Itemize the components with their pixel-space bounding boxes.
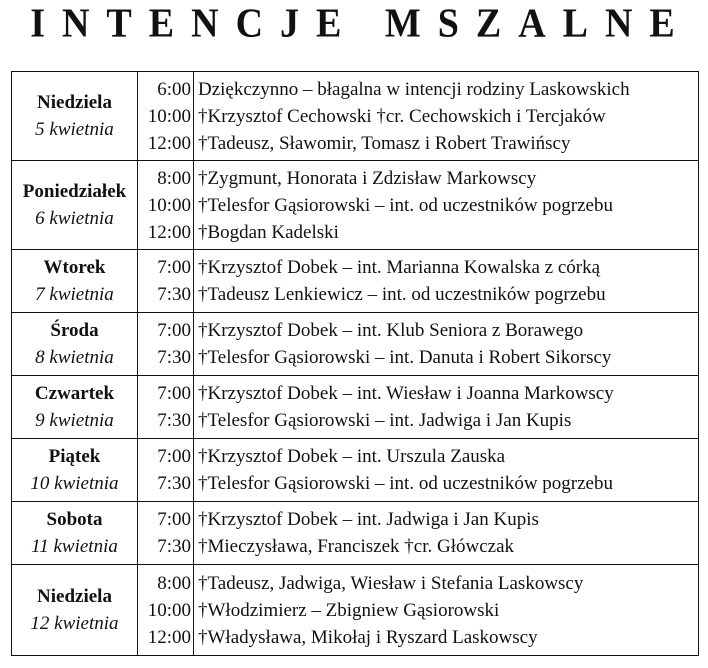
day-date: 7 kwietnia [35, 284, 114, 305]
day-cell [12, 250, 138, 313]
day-cell [12, 565, 138, 656]
day-name: Poniedziałek [22, 181, 127, 202]
day-name: Sobota [46, 509, 103, 530]
mass-intention: †Telesfor Gąsiorowski – int. od uczestników pogrzebu [198, 473, 613, 494]
mass-time: 6:00 [157, 78, 191, 100]
day-cell [12, 313, 138, 376]
day-date: 10 kwietnia [30, 473, 119, 494]
mass-time: 7:30 [157, 473, 191, 494]
mass-intention: †Krzysztof Dobek – int. Klub Seniora z Borawego [198, 320, 584, 341]
mass-intention: Dziękczynno – błagalna w intencji rodziny Laskowskich [198, 78, 630, 100]
mass-time: 10:00 [147, 105, 191, 127]
times-cell [138, 250, 194, 313]
mass-intention: †Tadeusz Lenkiewicz – int. od uczestników pogrzebu [198, 284, 606, 305]
mass-time: 7:00 [157, 320, 191, 341]
intentions-cell [194, 72, 699, 161]
mass-intention: †Krzysztof Dobek – int. Marianna Kowalska z córką [198, 257, 601, 278]
mass-intention: †Krzysztof Dobek – int. Urszula Zauska [198, 446, 506, 467]
schedule-row [12, 313, 699, 376]
day-date: 12 kwietnia [30, 613, 119, 634]
page-title: INTENCJE MSZALNE [30, 0, 692, 47]
mass-intention: †Tadeusz, Jadwiga, Wiesław i Stefania Laskowscy [198, 572, 584, 594]
mass-time: 7:00 [157, 446, 191, 467]
intentions-cell [194, 161, 699, 250]
day-name: Niedziela [37, 586, 112, 607]
intentions-cell [194, 250, 699, 313]
mass-intention: †Władysława, Mikołaj i Ryszard Laskowscy [198, 626, 538, 648]
intentions-cell [194, 502, 699, 565]
mass-time: 7:00 [157, 383, 191, 404]
mass-intention: †Telesfor Gąsiorowski – int. Danuta i Robert Sikorscy [198, 347, 612, 368]
mass-intention: †Mieczysława, Franciszek †cr. Główczak [198, 536, 515, 557]
mass-intention: †Bogdan Kadelski [198, 221, 339, 243]
mass-time: 8:00 [157, 167, 191, 189]
mass-intention: †Telesfor Gąsiorowski – int. od uczestników pogrzebu [198, 194, 613, 216]
intentions-cell [194, 439, 699, 502]
day-date: 8 kwietnia [35, 347, 114, 368]
mass-time: 7:00 [157, 509, 191, 530]
day-cell [12, 502, 138, 565]
schedule-row [12, 161, 699, 250]
mass-schedule-table [11, 71, 699, 656]
intentions-cell [194, 376, 699, 439]
day-name: Piątek [48, 446, 101, 467]
times-cell [138, 565, 194, 656]
mass-intention: †Krzysztof Cechowski †cr. Cechowskich i Tercjaków [198, 105, 606, 127]
mass-time: 7:30 [157, 410, 191, 431]
mass-intention: †Zygmunt, Honorata i Zdzisław Markowscy [198, 167, 537, 189]
day-cell [12, 376, 138, 439]
mass-intention: †Krzysztof Dobek – int. Wiesław i Joanna Markowscy [198, 383, 614, 404]
day-date: 9 kwietnia [35, 410, 114, 431]
times-cell [138, 439, 194, 502]
day-name: Środa [50, 320, 99, 341]
schedule-row [12, 439, 699, 502]
day-cell [12, 72, 138, 161]
mass-time: 12:00 [147, 221, 191, 243]
day-date: 5 kwietnia [35, 119, 114, 140]
day-name: Wtorek [43, 257, 106, 278]
times-cell [138, 502, 194, 565]
day-date: 11 kwietnia [31, 536, 118, 557]
mass-time: 10:00 [147, 194, 191, 216]
day-cell [12, 439, 138, 502]
mass-time: 7:30 [157, 536, 191, 557]
mass-time: 7:30 [157, 347, 191, 368]
mass-time: 12:00 [147, 626, 191, 648]
schedule-row [12, 502, 699, 565]
schedule-row [12, 376, 699, 439]
times-cell [138, 72, 194, 161]
schedule-row [12, 72, 699, 161]
schedule-row [12, 250, 699, 313]
intentions-cell [194, 565, 699, 656]
schedule-row [12, 565, 699, 656]
intentions-cell [194, 313, 699, 376]
mass-intention: †Tadeusz, Sławomir, Tomasz i Robert Trawińscy [198, 132, 571, 154]
mass-intention: †Włodzimierz – Zbigniew Gąsiorowski [198, 599, 500, 621]
mass-time: 7:00 [157, 257, 191, 278]
day-cell [12, 161, 138, 250]
mass-time: 8:00 [157, 572, 191, 594]
times-cell [138, 313, 194, 376]
mass-time: 7:30 [157, 284, 191, 305]
times-cell [138, 161, 194, 250]
day-date: 6 kwietnia [35, 208, 114, 229]
mass-intention: †Krzysztof Dobek – int. Jadwiga i Jan Kupis [198, 509, 539, 530]
day-name: Czwartek [34, 383, 115, 404]
mass-intention: †Telesfor Gąsiorowski – int. Jadwiga i Jan Kupis [198, 410, 572, 431]
times-cell [138, 376, 194, 439]
mass-time: 10:00 [147, 599, 191, 621]
day-name: Niedziela [37, 92, 112, 113]
mass-time: 12:00 [147, 132, 191, 154]
